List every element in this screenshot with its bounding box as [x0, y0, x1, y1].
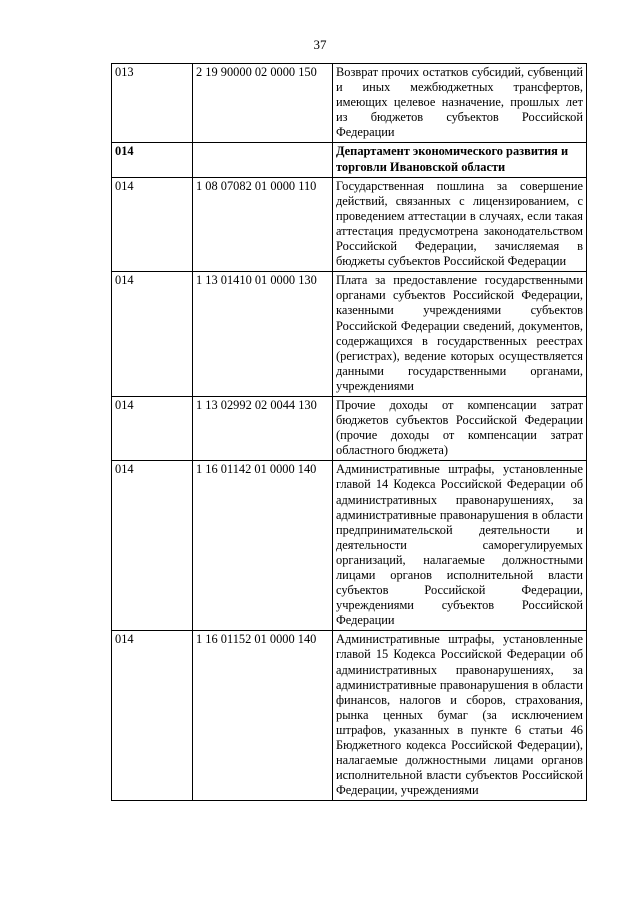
income-name-cell: Возврат прочих остатков субсидий, субвенций и иных межбюджетных трансфертов, имеющих целевое назначение, прошлых лет из бюджетов субъектов Российской Федерации — [333, 64, 587, 143]
income-name-cell: Плата за предоставление государственными органами субъектов Российской Федерации, казенными учреждениями субъектов Российской Федерации сведений, документов, содержащихся в государственных реестрах (регистрах), ведение которых осуществляется данными государственными органами, учреждениями — [333, 272, 587, 397]
budget-code-cell: 1 13 02992 02 0044 130 — [193, 396, 333, 460]
table-row — [112, 396, 587, 460]
admin-code-cell: 014 — [112, 396, 193, 460]
table-row — [112, 272, 587, 397]
table-row — [112, 64, 587, 143]
budget-codes-table — [111, 63, 587, 801]
income-name-cell: Административные штрафы, установленные главой 15 Кодекса Российской Федерации об административных правонарушениях, за административные правонарушения в области финансов, налогов и сборов, страхования, рынка ценных бумаг (за исключением штрафов, указанных в пункте 6 статьи 46 Бюджетного кодекса Российской Федерации), налагаемые должностными лицами органов исполнительной власти субъектов Российской Федерации, учреждениями — [333, 631, 587, 801]
budget-code-cell: 1 16 01152 01 0000 140 — [193, 631, 333, 801]
budget-code-cell — [193, 143, 333, 177]
budget-code-cell: 2 19 90000 02 0000 150 — [193, 64, 333, 143]
admin-code-cell: 014 — [112, 143, 193, 177]
budget-code-cell: 1 16 01142 01 0000 140 — [193, 461, 333, 631]
budget-code-cell: 1 13 01410 01 0000 130 — [193, 272, 333, 397]
income-name-cell: Государственная пошлина за совершение действий, связанных с лицензированием, с проведением аттестации в случаях, если такая аттестация предусмотрена законодательством Российской Федерации, зачисляемая в бюджеты субъектов Российской Федерации — [333, 177, 587, 272]
table-row — [112, 631, 587, 801]
page-number: 37 — [313, 37, 327, 52]
income-name-cell: Прочие доходы от компенсации затрат бюджетов субъектов Российской Федерации (прочие доходы от компенсации затрат областного бюджета) — [333, 396, 587, 460]
table-row — [112, 177, 587, 272]
budget-code-cell: 1 08 07082 01 0000 110 — [193, 177, 333, 272]
admin-code-cell: 014 — [112, 177, 193, 272]
admin-code-cell: 014 — [112, 272, 193, 397]
income-name-cell: Административные штрафы, установленные главой 14 Кодекса Российской Федерации об административных правонарушениях, за административные правонарушения в области предпринимательской деятельности и деятельности саморегулируемых организаций, налагаемые должностными лицами органов исполнительной власти субъектов Российской Федерации, учреждениями субъектов Российской Федерации — [333, 461, 587, 631]
admin-code-cell: 014 — [112, 631, 193, 801]
admin-code-cell: 013 — [112, 64, 193, 143]
department-name-cell: Департамент экономического развития и торговли Ивановской области — [333, 143, 587, 177]
table-row — [112, 461, 587, 631]
admin-code-cell: 014 — [112, 461, 193, 631]
table-row-department-header — [112, 143, 587, 177]
